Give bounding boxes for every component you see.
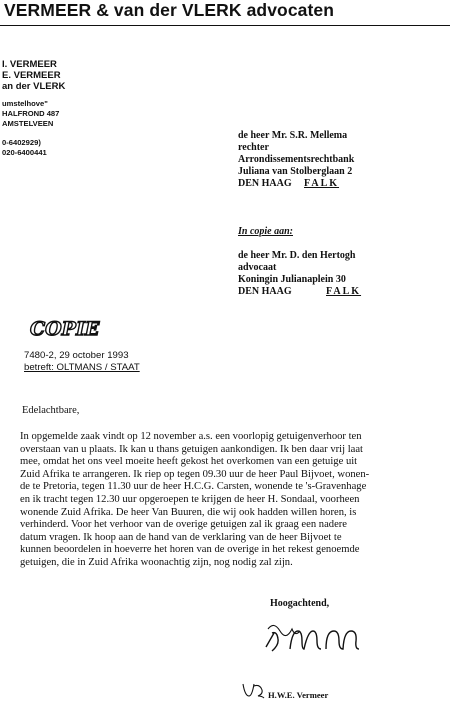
recipient-line: Arrondissementsrechtbank <box>238 154 355 165</box>
body-line: getuigen, die in Zuid Afrika woonachtig zijn, nog nodig zal zijn. <box>20 557 293 568</box>
body-line: de te Pretoria, tegen 11.30 uur de heer H.C.G. Carsten, wonende te 's-Gravenhage <box>20 481 367 493</box>
recipient-line: Juliana van Stolberglaan 2 <box>238 166 353 177</box>
body-line: Zuid Afrika te arrangeren. Ik riep op tegen 09.30 uur de heer Paul Bijvoet, wonen- <box>20 468 370 480</box>
body-line: kunnen beoordelen in hoeverre het horen van de overige in het rekest genoemde <box>20 544 360 556</box>
salutation: Edelachtbare, <box>22 405 80 416</box>
handwritten-signature <box>262 615 382 659</box>
body-line: overstaan van u plaats. Ik kan u thans getuigen aankondigen. Ik ben daar vrij laat <box>20 443 364 455</box>
letterhead-rule <box>0 25 450 26</box>
body-line: wonende Zuid Afrika. De heer Van Buuren, die wij ook hadden willen horen, is <box>20 506 357 518</box>
closing: Hoogachtend, <box>270 598 330 609</box>
signer-name: H.W.E. Vermeer <box>268 690 329 700</box>
partner-line: I. VERMEER <box>2 59 57 70</box>
sender-address-line: AMSTELVEEN <box>2 119 54 128</box>
body-line: en ik tracht tegen 12.30 uur opgeroepen te krijgen de heer H. Sondaal, voorheen <box>20 494 360 505</box>
body-line: mee, omdat het ons veel moeite heeft gekost het overkomen van een getuige uit <box>20 456 358 468</box>
copy-to-line: Koningin Julianaplein 30 <box>238 274 346 285</box>
sender-phone-line: 0-6402929) <box>2 138 41 147</box>
partner-line: E. VERMEER <box>2 70 61 81</box>
handwritten-initial <box>240 680 270 700</box>
sender-address-line: umstelhove" <box>2 99 48 108</box>
copy-to-heading: In copie aan: <box>238 226 293 237</box>
recipient-delivery: FALK <box>304 178 340 189</box>
body-line: verhinderd. Voor het verhoor van de overige getuigen zal ik graag een nadere <box>20 519 347 531</box>
body-line: In opgemelde zaak vindt op 12 november a.s. een voorlopig getuigenverhoor ten <box>20 431 362 442</box>
sender-address-line: HALFROND 487 <box>2 109 60 118</box>
copy-stamp: COPIE <box>30 318 100 340</box>
reference-subject: betreft: OLTMANS / STAAT <box>24 362 140 373</box>
reference-number-date: 7480-2, 29 october 1993 <box>24 350 129 361</box>
copy-to-delivery: FALK <box>326 286 362 297</box>
sender-phone-line: 020-6400441 <box>2 148 47 157</box>
body-line: datum vragen. Ik hoop aan de hand van de verklaring van de heer Bijvoet te <box>20 531 342 543</box>
firm-name: VERMEER & van der VLERK advocaten <box>4 0 335 20</box>
copy-to-city: DEN HAAG <box>238 286 292 297</box>
recipient-line: rechter <box>238 142 269 153</box>
recipient-city: DEN HAAG <box>238 178 292 189</box>
partner-line: an der VLERK <box>2 81 66 92</box>
copy-to-line: advocaat <box>238 262 277 273</box>
recipient-line: de heer Mr. S.R. Mellema <box>238 130 348 141</box>
copy-to-line: de heer Mr. D. den Hertogh <box>238 250 356 261</box>
